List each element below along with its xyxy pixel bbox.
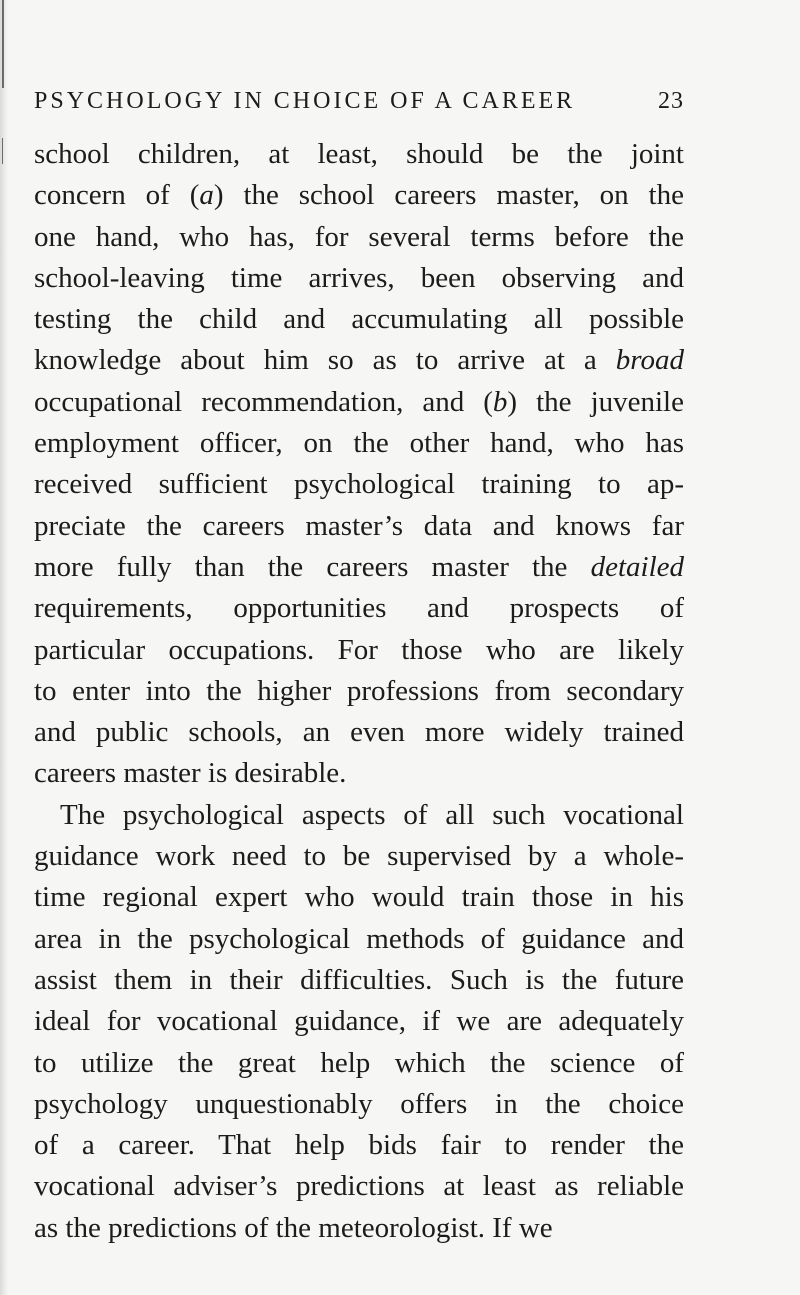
- italic-text: b: [492, 385, 508, 418]
- body-text: [34, 134, 684, 1249]
- binding-edge-mark: [2, 138, 3, 164]
- text-run: ) the school careers master, on the: [213, 179, 684, 212]
- text-run: occupational recommendation, and (: [34, 385, 493, 418]
- running-head-title: PSYCHOLOGY IN CHOICE OF A CAREER: [34, 88, 576, 114]
- text-run: to utilize the great help which the science of: [34, 1046, 684, 1079]
- page-gutter-shadow: [0, 0, 8, 1295]
- text-run: school-leaving time arrives, been observing and: [34, 261, 684, 294]
- text-run: as the predictions of the meteorologist. If we: [34, 1211, 553, 1244]
- text-run: and public schools, an even more widely trained: [34, 716, 684, 749]
- text-line: [34, 217, 684, 258]
- text-run: testing the child and accumulating all possible: [34, 303, 684, 336]
- text-line: [34, 836, 684, 877]
- text-run: assist them in their difficulties. Such is the future: [34, 963, 684, 996]
- text-run: knowledge about him so as to arrive at a: [34, 344, 616, 377]
- text-line: [34, 258, 684, 299]
- text-run: vocational adviser’s predictions at least as reliable: [34, 1170, 684, 1203]
- text-run: The psychological aspects of all such vocational: [60, 798, 684, 831]
- text-run: one hand, who has, for several terms before the: [34, 220, 684, 253]
- text-run: more fully than the careers master the: [34, 550, 591, 583]
- text-run: concern of (: [34, 179, 200, 212]
- text-line: [34, 134, 684, 175]
- text-run: to enter into the higher professions from secondary: [34, 674, 684, 707]
- text-line: [34, 753, 684, 794]
- text-run: requirements, opportunities and prospects of: [34, 592, 684, 625]
- text-line: [34, 960, 684, 1001]
- text-line: [34, 506, 684, 547]
- text-line: [34, 175, 684, 216]
- text-run: received sufficient psychological training to ap-: [34, 468, 684, 501]
- text-run: area in the psychological methods of guidance and: [34, 922, 684, 955]
- italic-text: a: [199, 179, 214, 212]
- text-line: [34, 1001, 684, 1042]
- page-number: 23: [658, 88, 684, 114]
- text-line: [34, 340, 684, 381]
- text-line: [34, 464, 684, 505]
- text-run: ) the juvenile: [507, 385, 684, 418]
- running-head: [34, 88, 684, 128]
- book-page: [34, 88, 684, 1249]
- text-run: preciate the careers master’s data and knows far: [34, 509, 684, 542]
- text-line: [34, 795, 684, 836]
- italic-text: broad: [615, 344, 684, 377]
- text-run: ideal for vocational guidance, if we are adequately: [34, 1005, 684, 1038]
- text-line: [34, 1084, 684, 1125]
- text-line: [34, 547, 684, 588]
- text-line: [34, 671, 684, 712]
- text-run: particular occupations. For those who are likely: [34, 633, 684, 666]
- text-line: [34, 1208, 684, 1249]
- text-run: of a career. That help bids fair to render the: [34, 1129, 684, 1162]
- italic-text: detailed: [590, 550, 684, 583]
- text-run: school children, at least, should be the joint: [34, 138, 684, 170]
- text-line: [34, 712, 684, 753]
- text-run: time regional expert who would train those in his: [34, 881, 684, 914]
- text-line: [34, 919, 684, 960]
- paragraph-2: [34, 795, 684, 1249]
- text-run: employment officer, on the other hand, who has: [34, 427, 684, 460]
- text-line: [34, 630, 684, 671]
- text-line: [34, 423, 684, 464]
- text-line: [34, 299, 684, 340]
- text-line: [34, 1043, 684, 1084]
- binding-edge-mark: [2, 0, 4, 88]
- text-line: [34, 1125, 684, 1166]
- text-run: careers master is desirable.: [34, 757, 347, 790]
- text-line: [34, 588, 684, 629]
- text-line: [34, 877, 684, 918]
- text-run: guidance work need to be supervised by a whole-: [34, 840, 684, 873]
- text-line: [34, 382, 684, 423]
- text-line: [34, 1166, 684, 1207]
- paragraph-1: [34, 134, 684, 795]
- text-run: psychology unquestionably offers in the choice: [34, 1087, 684, 1120]
